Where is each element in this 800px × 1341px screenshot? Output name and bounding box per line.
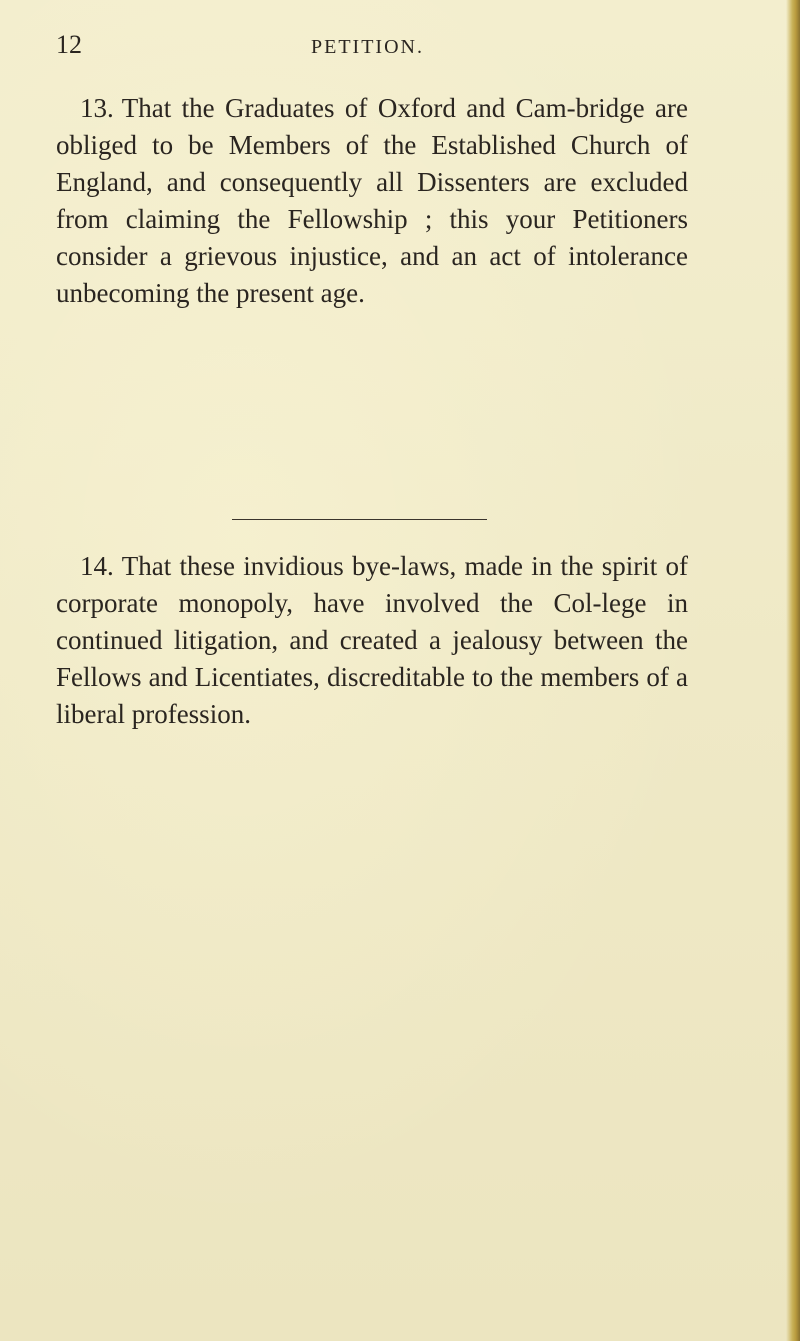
page-edge-stain [786,0,800,1341]
paragraph-number: 13. [80,93,114,123]
running-title: PETITION. [311,36,424,58]
paragraph-text: That the Graduates of Oxford and Cam-bridge are obliged to be Members of the Established Church of England, and consequently all Dissenters are excluded from claiming the Fellowship ; this your Petitioners consider a grievous injustice, and an act of intolerance unbecoming the present age. [56,93,688,308]
paragraph-13 [56,90,688,312]
paragraph-text: That these invidious bye-laws, made in the spirit of corporate monopoly, have involved the Col-lege in continued litigation, and created a jealousy between the Fellows and Licentiates, discreditable to the members of a liberal profession. [56,551,688,729]
paragraph-14 [56,548,688,733]
running-head [56,30,736,70]
section-divider [232,519,487,520]
paragraph-number: 14. [80,551,114,581]
page-number: 12 [56,30,82,59]
